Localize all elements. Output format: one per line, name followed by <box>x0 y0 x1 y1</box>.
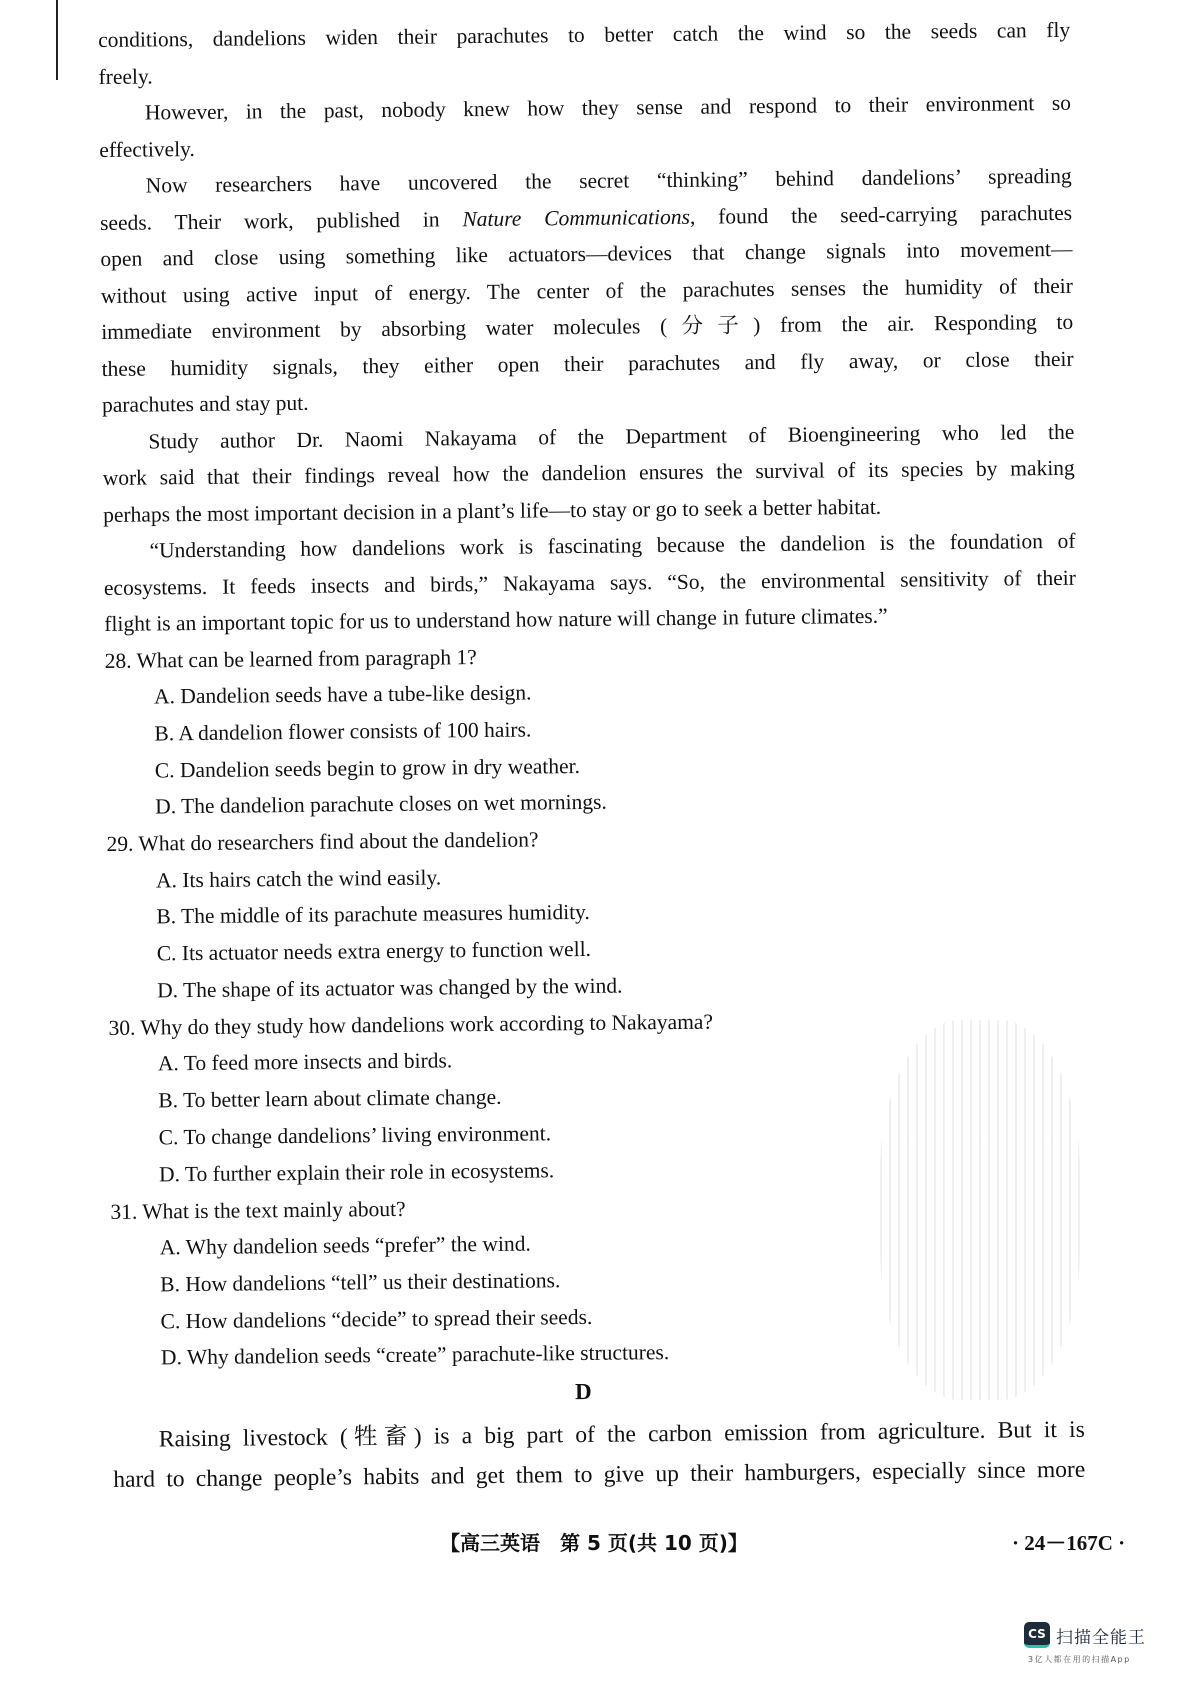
watermark-subtitle: 3亿人都在用的扫描App <box>1028 1655 1131 1664</box>
answer-options <box>109 1036 1082 1193</box>
question-31 <box>110 1183 1084 1377</box>
text-line: hard to change people’s habits and get them to give up their hamburgers, especially since more <box>113 1456 1086 1493</box>
exam-page <box>98 12 1085 1500</box>
question-stem: 28. What can be learned from paragraph 1? <box>104 644 477 673</box>
passage-d-paragraph <box>113 1409 1086 1499</box>
question-28 <box>104 632 1078 826</box>
option-b: B. To better learn about climate change. <box>158 1085 502 1113</box>
answer-options <box>111 1220 1084 1377</box>
option-d: D. The shape of its actuator was changed by the wind. <box>157 973 623 1003</box>
text-line: effectively. <box>99 136 195 162</box>
option-d: D. The dandelion parachute closes on wet mornings. <box>155 790 607 819</box>
option-a: A. Why dandelion seeds “prefer” the wind. <box>159 1231 531 1260</box>
option-b: B. A dandelion flower consists of 100 hairs. <box>154 717 532 746</box>
paragraph-5 <box>103 523 1076 643</box>
scanner-watermark <box>1024 1622 1184 1672</box>
page-info: 【高三英语 第 5 页(共 10 页)】 <box>440 1531 748 1555</box>
text-line: work said that their findings reveal how the dandelion ensures the survival of its species by making <box>102 455 1075 490</box>
exam-code: · 24－167C · <box>1012 1531 1126 1555</box>
text-line: “Understanding how dandelions work is fascinating because the dandelion is the foundation of <box>149 528 1076 563</box>
question-30 <box>108 1000 1082 1194</box>
question-stem: 29. What do researchers find about the dandelion? <box>106 827 539 857</box>
answer-options <box>107 852 1080 1009</box>
text-fragment: , found the seed-carrying parachutes <box>689 200 1073 229</box>
text-line: open and close using something like actuators—devices that change signals into movement— <box>100 236 1073 271</box>
option-d: D. Why dandelion seeds “create” parachute-like structures. <box>160 1340 670 1370</box>
question-stem: 30. Why do they study how dandelions work according to Nakayama? <box>108 1009 714 1040</box>
question-stem: 31. What is the text mainly about? <box>110 1196 406 1224</box>
option-d: D. To further explain their role in ecosystems. <box>158 1158 555 1187</box>
text-line: without using active input of energy. The center of the parachutes senses the humidity of their <box>100 273 1073 308</box>
question-29 <box>106 816 1080 1010</box>
text-line: flight is an important topic for us to understand how nature will change in future climates.” <box>104 603 888 636</box>
option-b: B. How dandelions “tell” us their destinations. <box>160 1268 561 1297</box>
option-a: A. Dandelion seeds have a tube-like design. <box>153 680 532 709</box>
option-c: C. How dandelions “decide” to spread their seeds. <box>160 1304 593 1334</box>
paragraph-4 <box>102 413 1075 533</box>
text-line: Now researchers have uncovered the secret “thinking” behind dandelions’ spreading <box>145 163 1072 198</box>
text-line: ecosystems. It feeds insects and birds,” Nakayama says. “So, the environmental sensitivity of their <box>103 565 1076 600</box>
text-line: perhaps the most important decision in a plant’s life—to stay or go to seek a better habitat. <box>103 494 882 527</box>
section-label-d: D <box>574 1379 592 1405</box>
text-line: freely. <box>98 63 153 89</box>
paragraph-3 <box>100 158 1075 424</box>
text-line: immediate environment by absorbing water molecules (分子) from the air. Responding to <box>101 309 1074 344</box>
text-line: these humidity signals, they either open their parachutes and fly away, or close their <box>101 346 1074 381</box>
camscanner-logo-icon: CS <box>1024 1622 1050 1648</box>
watermark-title: 扫描全能王 <box>1056 1628 1146 1648</box>
text-line: Raising livestock (牲畜) is a big part of the carbon emission from agriculture. But it is <box>158 1416 1085 1453</box>
paragraph-2 <box>99 85 1072 168</box>
paragraph-1 <box>98 12 1071 95</box>
option-c: C. To change dandelions’ living environment. <box>158 1121 552 1150</box>
text-line: conditions, dandelions widen their parachutes to better catch the wind so the seeds can fly <box>98 17 1071 52</box>
text-fragment: seeds. Their work, published in <box>99 206 463 235</box>
text-line: parachutes and stay put. <box>101 390 309 417</box>
option-a: A. Its hairs catch the wind easily. <box>155 865 442 893</box>
text-line: However, in the past, nobody knew how they sense and respond to their environment so <box>144 90 1072 125</box>
binding-line <box>56 0 58 80</box>
option-c: C. Its actuator needs extra energy to function well. <box>156 937 592 966</box>
option-b: B. The middle of its parachute measures humidity. <box>156 900 590 929</box>
answer-options <box>105 669 1078 826</box>
option-c: C. Dandelion seeds begin to grow in dry weather. <box>154 753 581 783</box>
journal-name: Nature Communications <box>462 204 691 231</box>
option-a: A. To feed more insects and birds. <box>157 1048 453 1076</box>
text-line: Study author Dr. Naomi Nakayama of the Department of Bioengineering who led the <box>148 419 1075 453</box>
